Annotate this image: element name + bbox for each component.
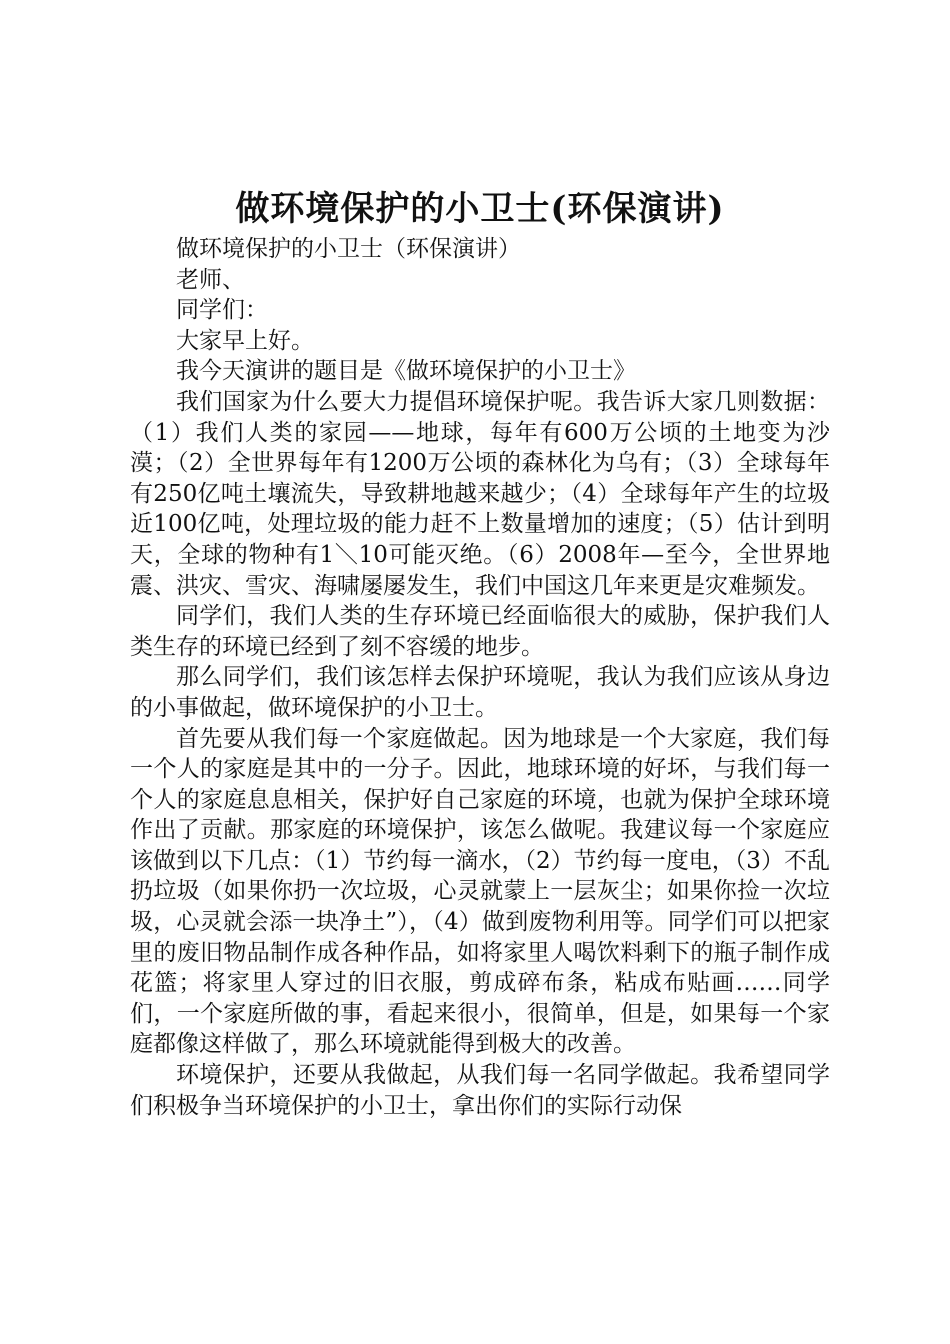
paragraph-start-from-me: 环境保护，还要从我做起，从我们每一名同学做起。我希望同学们积极争当环境保护的小卫士，拿出你们的实际行动保 (130, 1062, 830, 1119)
paragraph-family: 首先要从我们每一个家庭做起。因为地球是一个大家庭，我们每一个人的家庭是其中的一分子。因此，地球环境的好坏，与我们每一个人的家庭息息相关，保护好自己家庭的环境，也就为保护全球环境作出了贡献。那家庭的环境保护，该怎么做呢。我建议每一个家庭应该做到以下几点：（1）节约每一滴水，（2）节约每一度电，（3）不乱扔垃圾（如果你扔一次垃圾，心灵就蒙上一层灰尘；如果你捡一次垃圾，心灵就会添一块净土”），（4）做到废物利用等。同学们可以把家里的废旧物品制作成各种作品，如将家里人喝饮料剩下的瓶子制作成花篮；将家里人穿过的旧衣服，剪成碎布条，粘成布贴画……同学们，一个家庭所做的事，看起来很小，很简单，但是，如果每一个家庭都像这样做了，那么环境就能得到极大的改善。 (130, 725, 830, 1058)
document-title: 做环境保护的小卫士(环保演讲) (235, 189, 725, 229)
paragraph-good-morning: 大家早上好。 (176, 327, 314, 354)
paragraph-greeting-teachers: 老师、 (176, 266, 245, 293)
paragraph-greeting-students: 同学们： (176, 297, 268, 324)
document-body (130, 234, 830, 1121)
paragraph-threat: 同学们，我们人类的生存环境已经面临很大的威胁，保护我们人类生存的环境已经到了刻不容缓的地步。 (130, 603, 830, 660)
paragraph-heading-repeat: 做环境保护的小卫士（环保演讲） (176, 236, 521, 262)
paragraph-topic: 我今天演讲的题目是《做环境保护的小卫士》 (176, 358, 636, 385)
document-page (130, 186, 830, 1121)
paragraph-how-to-protect: 那么同学们，我们该怎样去保护环境呢，我认为我们应该从身边的小事做起，做环境保护的小卫士。 (130, 664, 830, 721)
paragraph-statistics: 我们国家为什么要大力提倡环境保护呢。我告诉大家几则数据：（1）我们人类的家园——地球，每年有600万公顷的土地变为沙漠；（2）全世界每年有1200万公顷的森林化为乌有；（3）全球每年有250亿吨土壤流失，导致耕地越来越少；（4）全球每年产生的垃圾近100亿吨，处理垃圾的能力赶不上数量增加的速度；（5）估计到明天，全球的物种有1＼10可能灭绝。（6）2008年—至今，全世界地震、洪灾、雪灾、海啸屡屡发生，我们中国这几年来更是灾难频发。 (130, 388, 830, 599)
